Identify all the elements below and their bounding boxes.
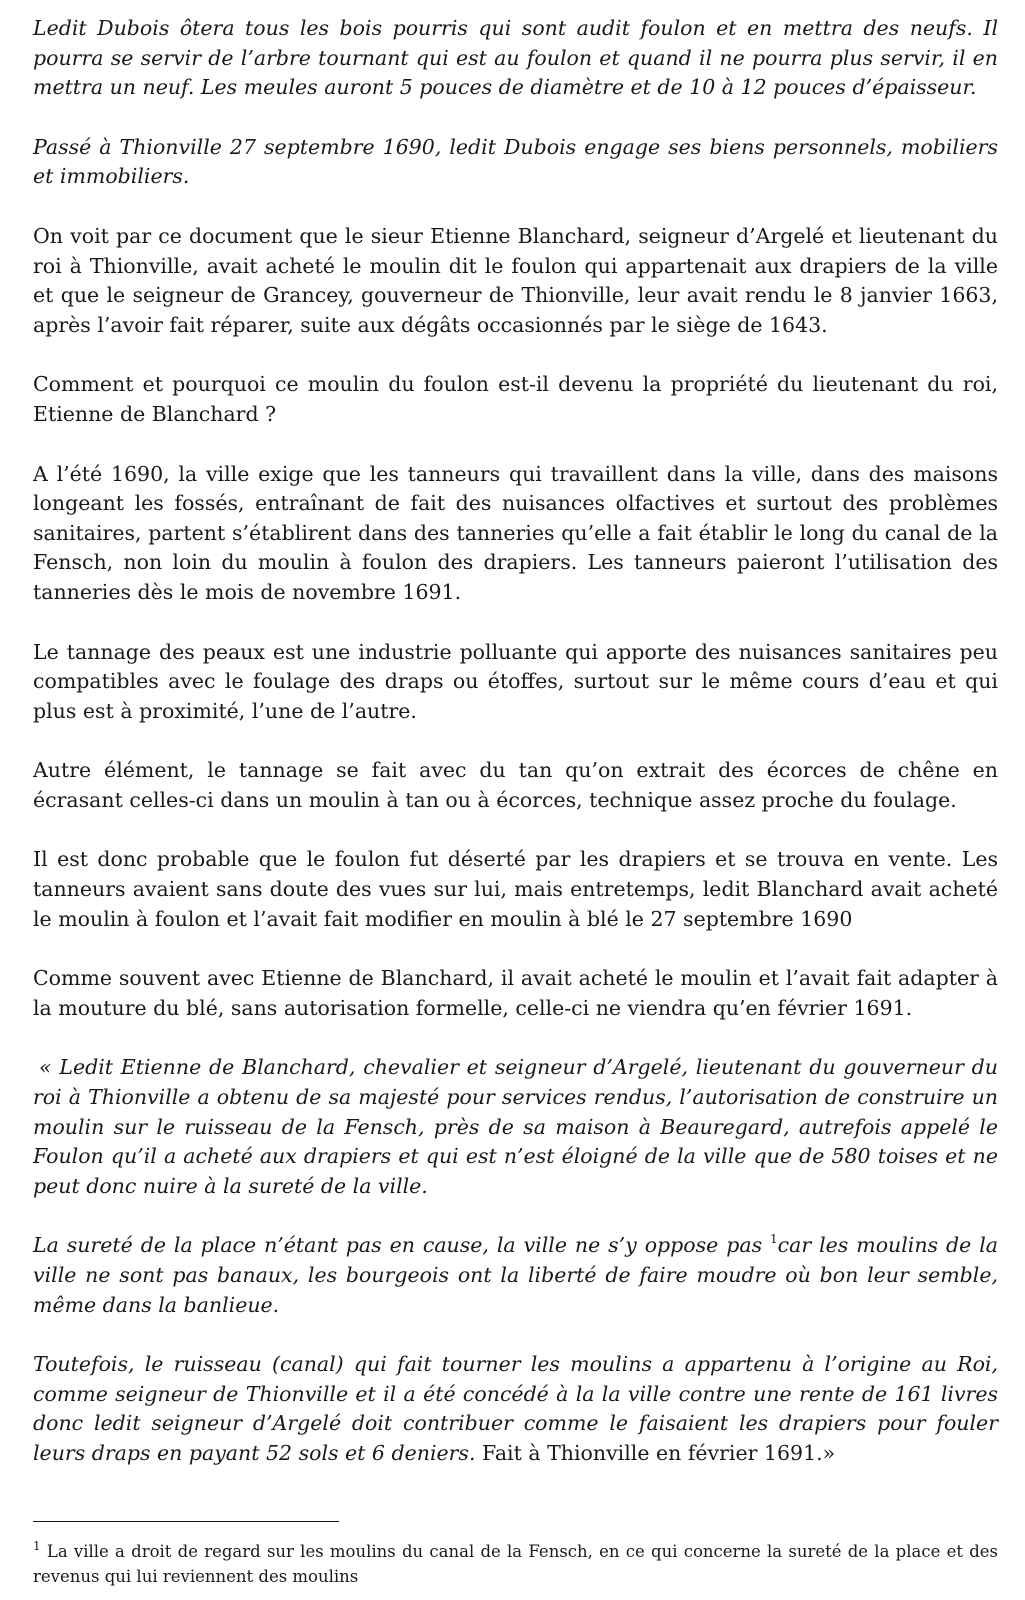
footnote [33,1539,998,1589]
paragraph-tanning-pollution: Le tannage des peaux est une industrie polluante qui apporte des nuisances sanitaires peu compatibles avec le foulage des draps ou étoffes, surtout sur le même cours d’eau et qui plus est à proximité, l’une de l’autre. [33,639,998,723]
paragraph-tan-bark: Autre élément, le tannage se fait avec du tan qu’on extrait des écorces de chêne en écrasant celles-ci dans un moulin à tan ou à écorces, technique assez proche du foulage. [33,758,998,812]
quote-canal-text: Toutefois, le ruisseau (canal) qui fait tourner les moulins a appartenu à l’origine au Roi, comme seigneur de Thionville et il a été concédé à la la ville contre une rente de 161 livres donc ledit seigneur d’Argelé doit contribuer comme le faisaient les drapiers pour fouler leurs draps en payant 52 sols et 6 deniers. [33,1352,998,1465]
paragraph-fulling-mill-sale: Il est donc probable que le foulon fut déserté par les drapiers et se trouva en vente. Les tanneurs avaient sans doute des vues sur lui, mais entretemps, ledit Blanchard avait acheté le moulin à foulon et l’avait fait modifier en moulin à blé le 27 septembre 1690 [33,847,998,931]
quote-safety-text-end: car les moulins de la ville ne sont pas banaux, les bourgeois ont la liberté de faire moudre où bon leur semble, même dans la banlieue. [33,1233,998,1317]
footnote-text: La ville a droit de regard sur les moulins du canal de la Fensch, en ce qui concerne la sureté de la place et des revenus qui lui reviennent des moulins [33,1542,998,1586]
paragraph-quote-authorization: « Ledit Etienne de Blanchard, chevalier et seigneur d’Argelé, lieutenant du gouverneur du roi à Thionville a obtenu de sa majesté pour services rendus, l’autorisation de construire un moulin sur le ruisseau de la Fensch, près de sa maison à Beauregard, autrefois appelé le Foulon qu’il a acheté aux drapiers et qui est n’est éloigné de la ville que de 580 toises et ne peut donc nuire à la sureté de la ville. [33,1055,998,1198]
footnote-separator [33,1521,339,1522]
quote-canal-closing: Fait à Thionville en février 1691.» [475,1440,836,1465]
paragraph-contract-date: Passé à Thionville 27 septembre 1690, ledit Dubois engage ses biens personnels, mobiliers et immobiliers. [33,134,998,189]
quote-safety-text-start: La sureté de la place n’étant pas en cause, la ville ne s’y oppose pas [33,1233,771,1258]
paragraph-quote-canal [33,1350,998,1468]
paragraph-tanners: A l’été 1690, la ville exige que les tanneurs qui travaillent dans la ville, dans des maisons longeant les fossés, entraînant de fait des nuisances olfactives et surtout des problèmes sanitaires, partent s’établirent dans des tanneries qu’elle a fait établir le long du canal de la Fensch, non loin du moulin à foulon des drapiers. Les tanneurs paieront l’utilisation des tanneries dès le mois de novembre 1691. [33,461,998,604]
paragraph-authorization: Comme souvent avec Etienne de Blanchard, il avait acheté le moulin et l’avait fait adapter à la mouture du blé, sans autorisation formelle, celle-ci ne viendra qu’en février 1691. [33,966,998,1020]
footnote-number: 1 [33,1539,41,1553]
document-body [33,14,998,1499]
paragraph-contract-terms: Ledit Dubois ôtera tous les bois pourris qui sont audit foulon et en mettra des neufs. Il pourra se servir de l’arbre tournant qui est au foulon et quand il ne pourra plus servir, il en mettra un neuf. Les meules auront 5 pouces de diamètre et de 10 à 12 pouces d’épaisseur. [33,16,998,100]
paragraph-quote-safety [33,1231,998,1320]
paragraph-question: Comment et pourquoi ce moulin du foulon est-il devenu la propriété du lieutenant du roi, Etienne de Blanchard ? [33,372,998,426]
footnote-reference[interactable]: 1 [770,1232,778,1247]
paragraph-blanchard-purchase: On voit par ce document que le sieur Etienne Blanchard, seigneur d’Argelé et lieutenant du roi à Thionville, avait acheté le moulin dit le foulon qui appartenait aux drapiers de la ville et que le seigneur de Grancey, gouverneur de Thionville, leur avait rendu le 8 janvier 1663, après l’avoir fait réparer, suite aux dégâts occasionnés par le siège de 1643. [33,223,998,337]
